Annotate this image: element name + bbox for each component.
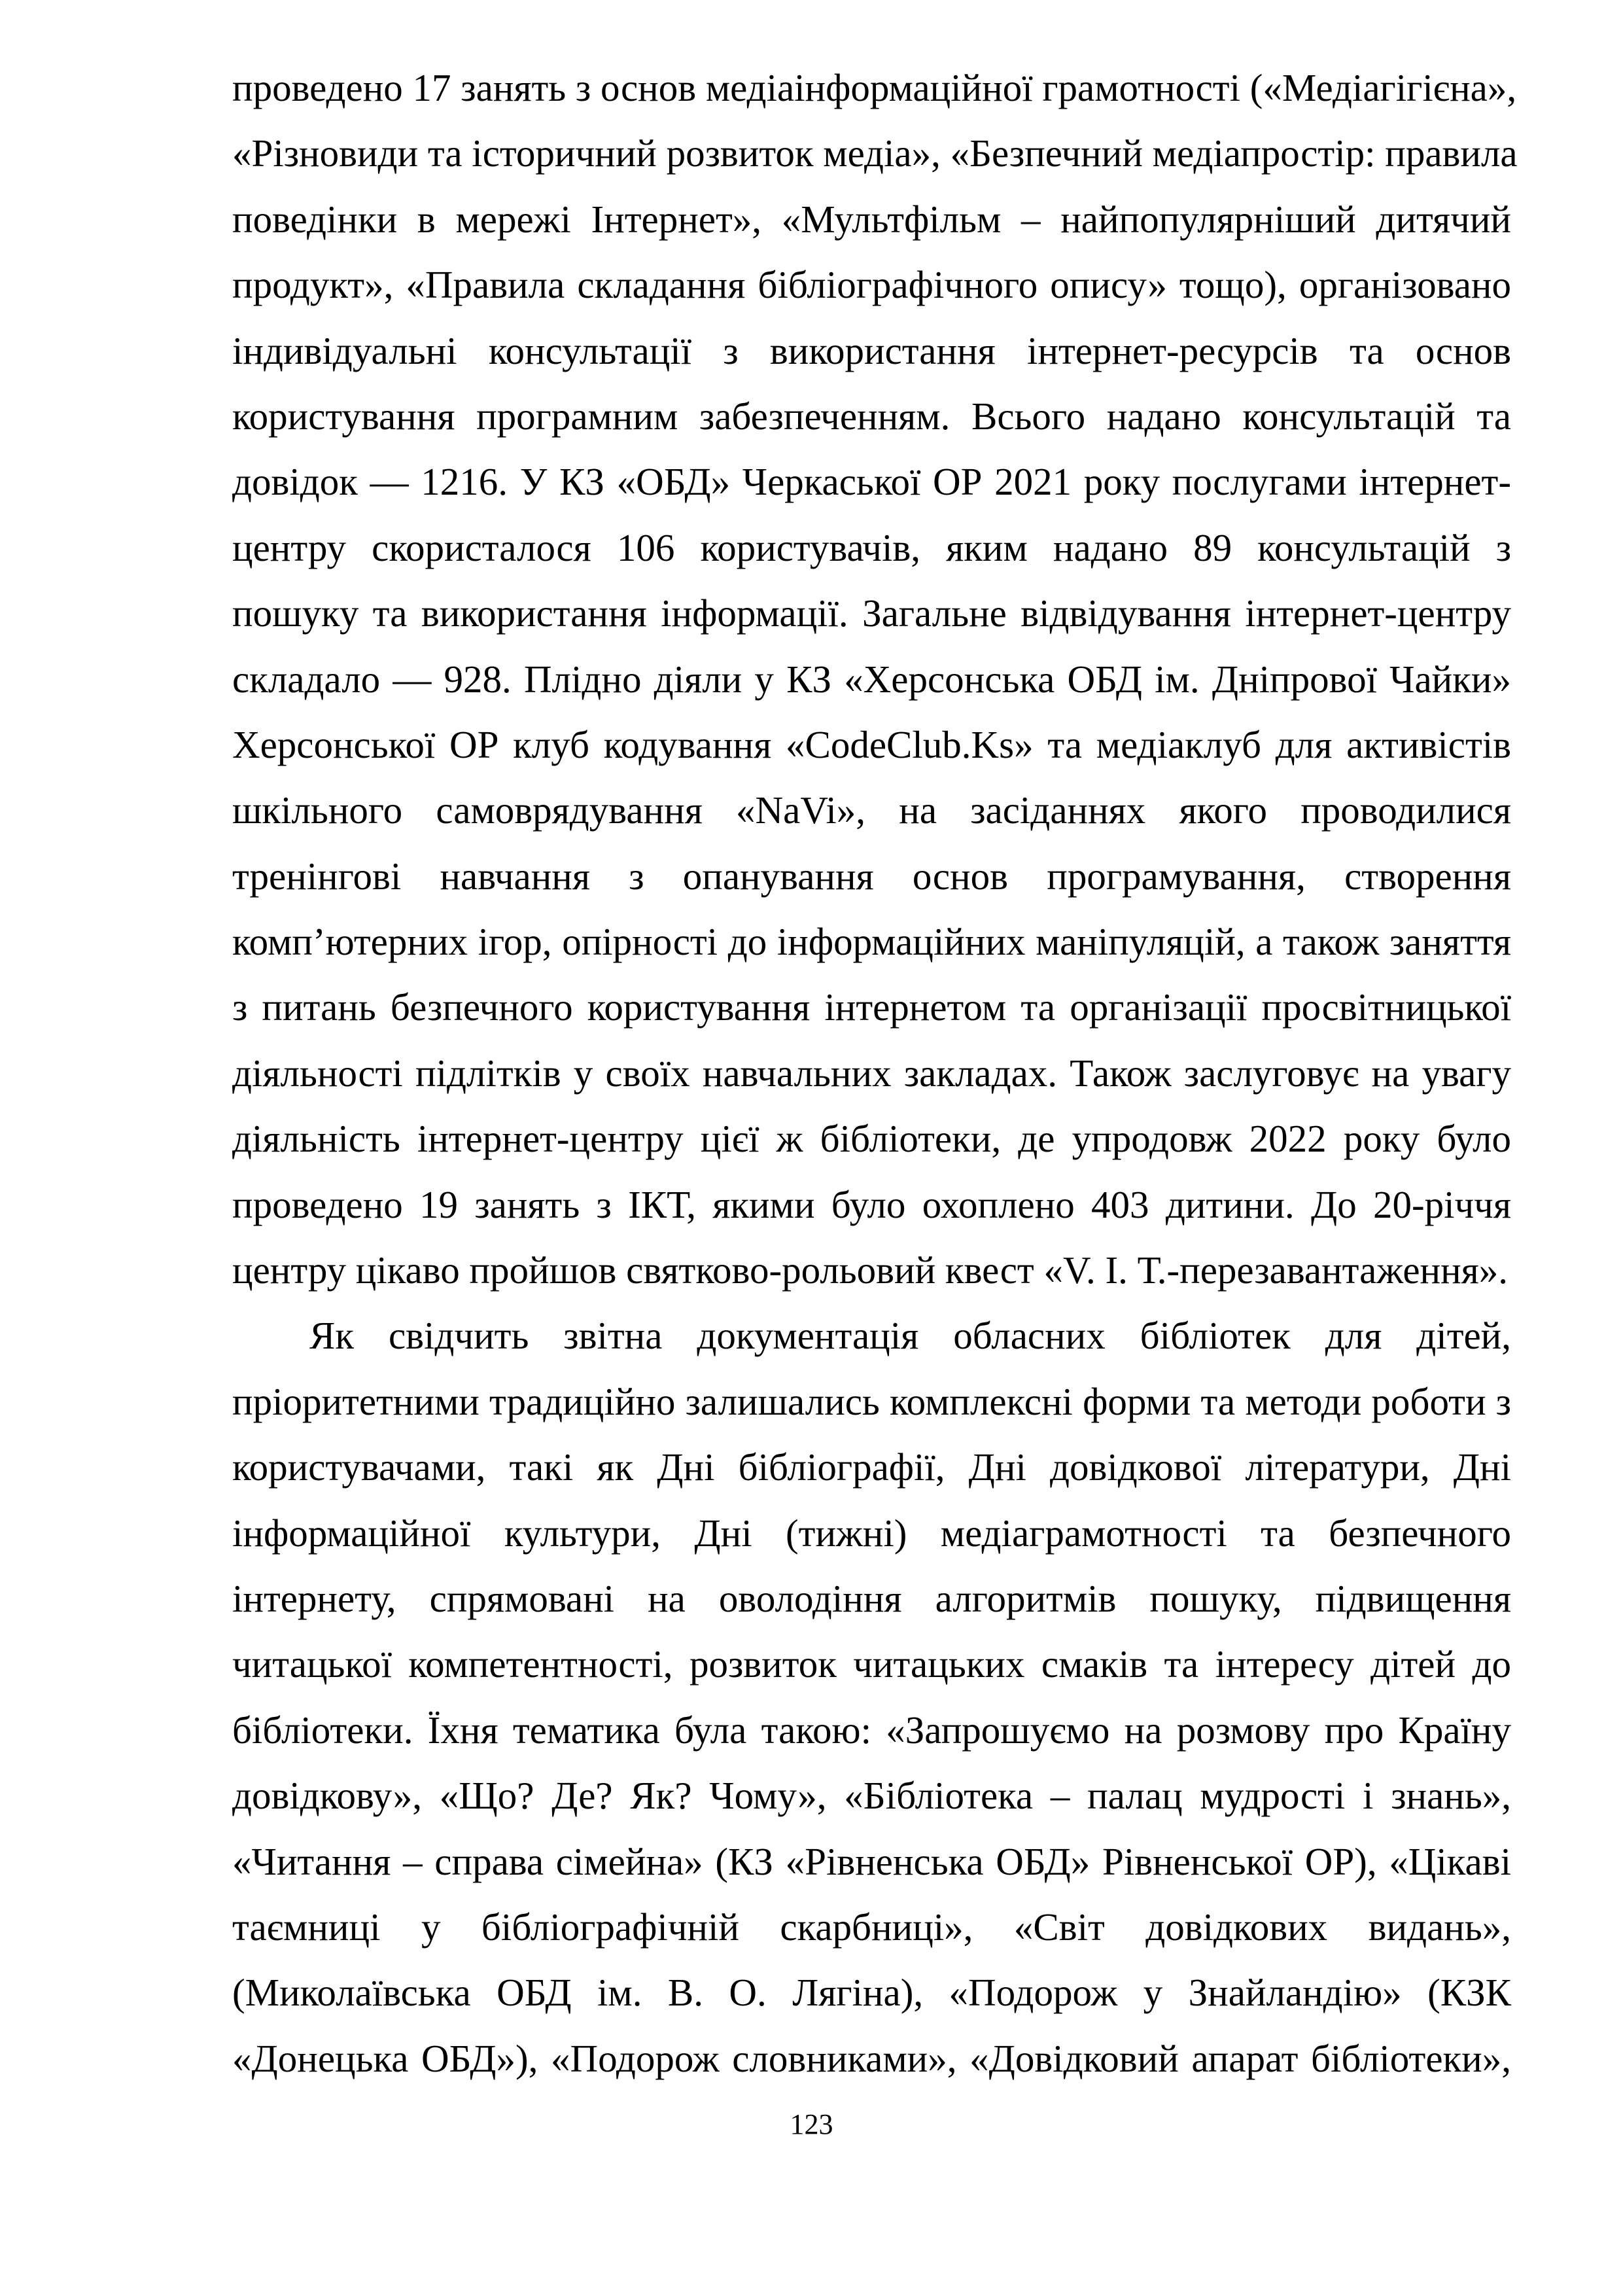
text-line: пріоритетними традиційно залишались комплексні форми та методи роботи з — [232, 1379, 1511, 1423]
text-line: проведено 19 занять з ІКТ, якими було охоплено 403 дитини. До 20-річчя — [232, 1182, 1511, 1226]
text-line: центру скористалося 106 користувачів, яким надано 89 консультацій з — [232, 525, 1511, 569]
text-line: діяльності підлітків у своїх навчальних закладах. Також заслуговує на увагу — [232, 1051, 1511, 1095]
text-line: тренінгові навчання з опанування основ програмування, створення — [232, 854, 1511, 898]
text-line: з питань безпечного користування інтернетом та організації просвітницької — [232, 985, 1511, 1029]
text-line: поведінки в мережі Інтернет», «Мультфільм – найпопулярніший дитячий — [232, 197, 1511, 241]
text-line: проведено 17 занять з основ медіаінформаційної грамотності («Медіагігієна», — [232, 66, 1517, 109]
text-line: таємниці у бібліографічній скарбниці», «Світ довідкових видань», — [232, 1905, 1511, 1949]
text-line: центру цікаво пройшов святково-рольовий квест «V. І. Т.-перезавантаження». — [232, 1248, 1509, 1292]
text-line: комп’ютерних ігор, опірності до інформаційних маніпуляцій, а також заняття — [232, 920, 1511, 964]
text-line: складало — 928. Плідно діяли у КЗ «Херсонська ОБД ім. Дніпрової Чайки» — [232, 657, 1511, 701]
text-line: користувачами, такі як Дні бібліографії, Дні довідкової літератури, Дні — [232, 1445, 1511, 1489]
document-page — [232, 55, 1518, 2091]
text-line: «Різновиди та історичний розвиток медіа», «Безпечний медіапростір: правила — [232, 132, 1518, 175]
text-line: шкільного самоврядування «NaVi», на засіданнях якого проводилися — [232, 788, 1511, 832]
text-line: Як свідчить звітна документація обласних бібліотек для дітей, — [309, 1314, 1511, 1358]
text-line: (Миколаївська ОБД ім. В. О. Лягіна), «Подорож у Знайландію» (КЗК — [232, 1971, 1511, 2015]
text-line: довідкову», «Що? Де? Як? Чому», «Бібліотека – палац мудрості і знань», — [232, 1774, 1511, 1818]
text-line: «Донецька ОБД»), «Подорож словниками», «Довідковий апарат бібліотеки», — [232, 2036, 1511, 2080]
text-line: індивідуальні консультації з використання інтернет-ресурсів та основ — [232, 328, 1511, 372]
text-line: довідок — 1216. У КЗ «ОБД» Черкаської ОР 2021 року послугами інтернет- — [232, 460, 1511, 504]
text-line: «Читання – справа сімейна» (КЗ «Рівненська ОБД» Рівненської ОР), «Цікаві — [232, 1839, 1511, 1883]
text-line: Херсонської ОР клуб кодування «CodeClub.Ks» та медіаклуб для активістів — [232, 722, 1511, 766]
text-line: бібліотеки. Їхня тематика була такою: «Запрошуємо на розмову про Країну — [232, 1708, 1511, 1752]
paragraph-2 — [232, 1303, 1511, 2091]
text-line: продукт», «Правила складання бібліографічного опису» тощо), організовано — [232, 263, 1511, 307]
text-line: користування програмним забезпеченням. Всього надано консультацій та — [232, 394, 1511, 438]
text-line: інформаційної культури, Дні (тижні) медіаграмотності та безпечного — [232, 1511, 1511, 1555]
text-line: пошуку та використання інформації. Загальне відвідування інтернет-центру — [232, 592, 1511, 635]
page-number: 123 — [790, 2108, 833, 2140]
text-line: діяльність інтернет-центру цієї ж бібліотеки, де упродовж 2022 року було — [232, 1117, 1511, 1161]
text-line: інтернету, спрямовані на оволодіння алгоритмів пошуку, підвищення — [232, 1576, 1511, 1620]
text-line: читацької компетентності, розвиток читацьких смаків та інтересу дітей до — [232, 1642, 1511, 1686]
paragraph-1 — [232, 55, 1518, 1303]
